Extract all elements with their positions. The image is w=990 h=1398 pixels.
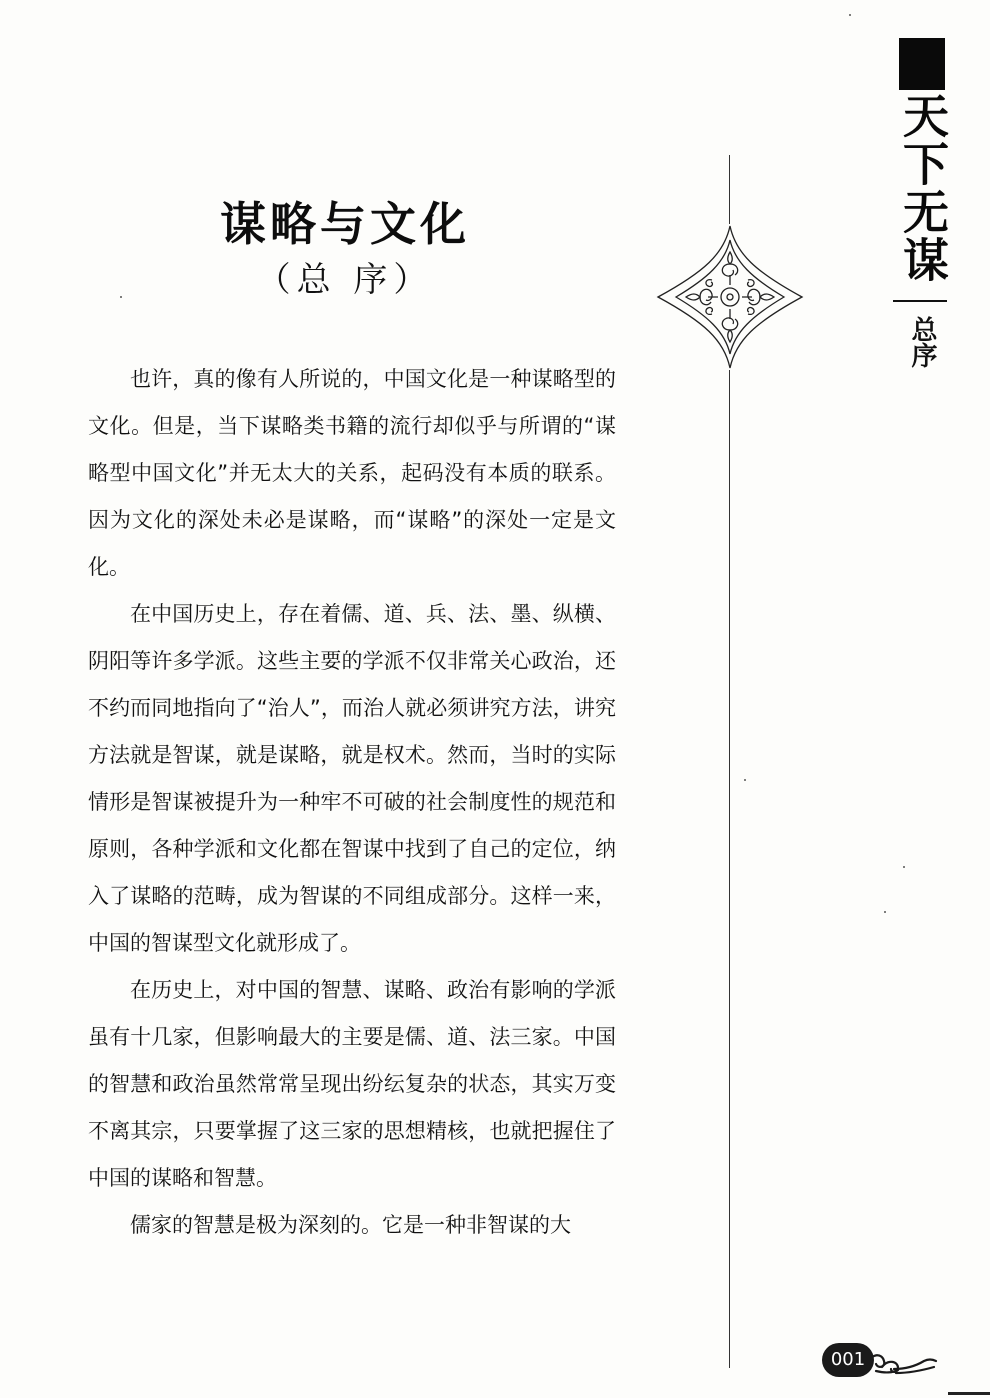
sidebar-rule (893, 300, 947, 302)
divider-line-bottom (729, 370, 730, 1368)
scan-edge-mark (948, 1392, 990, 1395)
scan-speck (884, 911, 886, 913)
scan-speck (120, 296, 122, 298)
divider-line-top (729, 155, 730, 224)
paragraph: 儒家的智慧是极为深刻的。它是一种非智谋的大 (130, 1213, 571, 1237)
cloud-motif-icon (866, 1345, 938, 1377)
page-number-badge (822, 1343, 938, 1379)
paragraph: 在历史上，对中国的智慧、谋略、政治有影响的学派虽有十几家，但影响最大的主要是儒、道、法三家。中国的智慧和政治虽然常常呈现出纷纭复杂的状态，其实万变不离其宗，只要掌握了这三家的思想精核，也就把握住了中国的谋略和智慧。 (88, 978, 616, 1190)
scan-speck (903, 866, 905, 868)
paragraph: 也许，真的像有人所说的，中国文化是一种谋略型的文化。但是，当下谋略类书籍的流行却似乎与所谓的“谋略型中国文化”并无太大的关系，起码没有本质的联系。因为文化的深处未必是谋略，而“谋略”的深处一定是文化。 (88, 367, 616, 579)
lattice-ornament-icon (656, 224, 804, 370)
scan-speck (744, 779, 746, 781)
sidebar-book-title: 天下无谋 (896, 92, 950, 284)
sidebar-black-block (899, 38, 945, 90)
page-title: 谋略与文化 (220, 197, 470, 251)
scan-speck (849, 14, 851, 16)
paragraph: 在中国历史上，存在着儒、道、兵、法、墨、纵横、阴阳等许多学派。这些主要的学派不仅非常关心政治，还不约而同地指向了“治人”，而治人就必须讲究方法，讲究方法就是智谋，就是谋略，就是权术。然而，当时的实际情形是智谋被提升为一种牢不可破的社会制度性的规范和原则，各种学派和文化都在智谋中找到了自己的定位，纳入了谋略的范畴，成为智谋的不同组成部分。这样一来，中国的智谋型文化就形成了。 (88, 602, 616, 955)
page-number: 001 (822, 1343, 874, 1377)
page-subtitle: （总 序） (256, 260, 434, 300)
sidebar-section-label: 总序 (907, 316, 937, 368)
body-text (88, 356, 616, 1249)
